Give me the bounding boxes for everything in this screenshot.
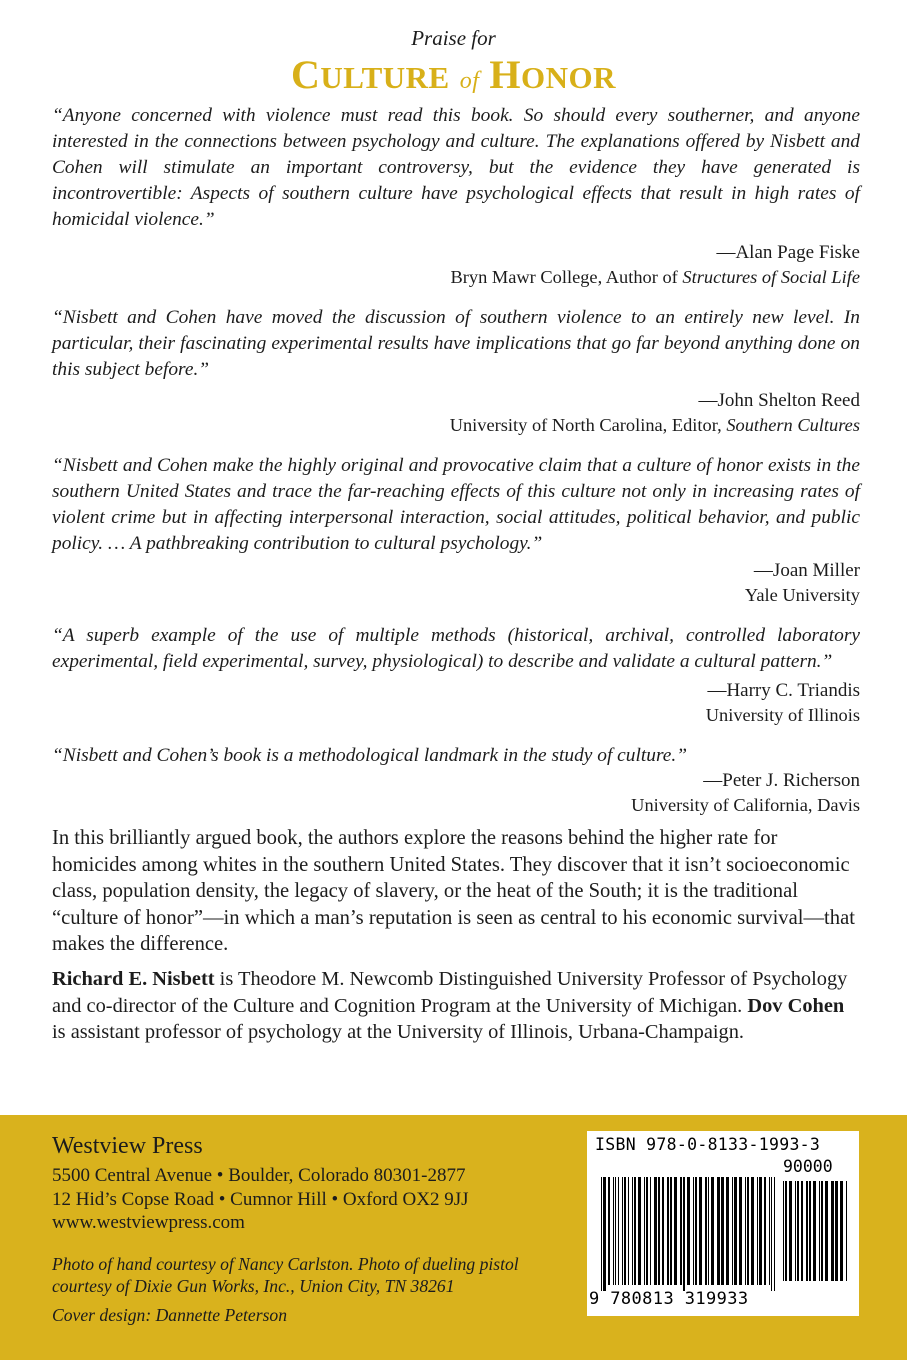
barcode: [587, 1131, 859, 1316]
reviewer-affiliation: [52, 703, 860, 727]
author-bios: [52, 966, 860, 1046]
barcode-bar: [699, 1177, 702, 1285]
title-c: C: [290, 52, 321, 97]
review: [52, 103, 860, 289]
barcode-bar: [769, 1177, 770, 1285]
barcode-bar: [771, 1177, 772, 1291]
publisher-website[interactable]: www.westviewpress.com: [52, 1212, 245, 1233]
author1-bio: is Theodore M. Newcomb Distinguished University Professor of Psychology and co-director of the Culture and Cognition Program at the University of Michigan.: [52, 968, 848, 1017]
barcode-bar: [801, 1181, 803, 1281]
barcode-bar: [840, 1181, 843, 1281]
affiliation-text: Yale University: [744, 585, 860, 605]
barcode-bar: [797, 1181, 799, 1281]
barcode-bar: [644, 1177, 645, 1285]
ean-digits: 9 780813 319933: [589, 1289, 749, 1309]
review: [52, 305, 860, 437]
barcode-bar: [683, 1177, 685, 1291]
barcode-bar: [628, 1177, 629, 1285]
author1-name: Richard E. Nisbett: [52, 968, 215, 990]
author2-bio: is assistant professor of psychology at the University of Illinois, Urbana-Champaign.: [52, 1021, 745, 1043]
reviewer-affiliation: [52, 265, 860, 289]
title-onor: ONOR: [521, 60, 617, 95]
barcode-bar: [739, 1177, 742, 1285]
barcode-bar: [809, 1181, 811, 1281]
barcode-bar: [831, 1181, 834, 1281]
barcode-bar: [667, 1177, 669, 1285]
barcode-bar: [757, 1177, 758, 1285]
ean-barcode-bars: [601, 1177, 777, 1291]
barcode-bar: [705, 1177, 707, 1285]
header: [0, 26, 907, 101]
reviews: [52, 103, 860, 833]
review-quote: “A superb example of the use of multiple methods (historical, archival, controlled laboratory experimental, field experimental, survey, physiological) to describe and validate a cultural pattern.”: [52, 625, 860, 672]
barcode-bar: [603, 1177, 606, 1291]
barcode-bar: [654, 1177, 657, 1285]
affiliation-title: Southern Cultures: [726, 415, 860, 435]
publisher-address-us: 5500 Central Avenue • Boulder, Colorado 80301-2877: [52, 1165, 466, 1186]
barcode-bar: [759, 1177, 762, 1285]
affiliation-text: University of North Carolina, Editor,: [449, 415, 727, 435]
author2-name: Dov Cohen: [747, 994, 845, 1017]
barcode-bar: [734, 1177, 737, 1285]
barcode-bar: [618, 1177, 619, 1285]
barcode-bar: [783, 1181, 784, 1281]
review-quote: “Nisbett and Cohen’s book is a methodological landmark in the study of culture.”: [52, 745, 688, 766]
barcode-bar: [632, 1177, 633, 1285]
review-quote: “Nisbett and Cohen have moved the discussion of southern violence to an entirely new level. In particular, their fascinating experimental results have implications that go far beyond anything done on this subject before.”: [52, 307, 860, 380]
barcode-bar: [674, 1177, 677, 1285]
barcode-bar: [795, 1181, 796, 1281]
barcode-bar: [764, 1177, 766, 1285]
reviewer-name: —Joan Miller: [753, 560, 860, 581]
barcode-bar: [785, 1181, 787, 1281]
barcode-bar: [726, 1177, 729, 1285]
reviewer-affiliation: [52, 793, 860, 817]
barcode-bar: [846, 1181, 847, 1281]
barcode-bar: [650, 1177, 651, 1285]
barcode-bar: [622, 1177, 623, 1285]
praise-for-label: Praise for: [411, 26, 496, 50]
reviewer-affiliation: [52, 583, 860, 607]
photo-credit-line1: Photo of hand courtesy of Nancy Carlston. Photo of dueling pistol: [52, 1254, 519, 1274]
barcode-bar: [813, 1181, 816, 1281]
book-title: [0, 52, 907, 101]
barcode-bar: [732, 1177, 733, 1285]
barcode-bar: [774, 1177, 775, 1291]
barcode-bar: [835, 1181, 838, 1281]
barcode-bar: [789, 1181, 792, 1281]
barcode-bar: [825, 1181, 828, 1281]
barcode-bar: [638, 1177, 641, 1285]
reviewer-name: —Harry C. Triandis: [707, 680, 860, 701]
book-description: In this brilliantly argued book, the authors explore the reasons behind the higher rate for homicides among whites in the southern United States. They discover that it isn’t socioeconomic class, population density, the legacy of slavery, or the heat of the South; it is the traditional “culture of honor”—in which a man’s reputation is seen as central to his economic survival—that makes the difference.: [52, 827, 855, 955]
title-of: of: [459, 68, 480, 94]
publisher-address-uk: 12 Hid’s Copse Road • Cumnor Hill • Oxford OX2 9JJ: [52, 1189, 469, 1210]
title-h: H: [489, 52, 522, 97]
barcode-bar: [601, 1177, 602, 1291]
barcode-bar: [821, 1181, 823, 1281]
affiliation-text: University of Illinois: [705, 705, 860, 725]
reviewer-name: —John Shelton Reed: [698, 390, 860, 411]
barcode-bar: [608, 1177, 610, 1285]
barcode-bar: [658, 1177, 660, 1285]
reviewer-name: —Peter J. Richerson: [703, 770, 860, 791]
barcode-bar: [747, 1177, 749, 1285]
affiliation-text: Bryn Mawr College, Author of: [450, 267, 683, 287]
barcode-bar: [721, 1177, 724, 1285]
barcode-bar: [646, 1177, 648, 1285]
reviewer-name: —Alan Page Fiske: [716, 242, 860, 263]
barcode-bar: [695, 1177, 697, 1285]
barcode-bar: [687, 1177, 690, 1285]
barcode-bar: [745, 1177, 746, 1285]
review: [52, 743, 860, 817]
review: [52, 453, 860, 607]
cover-design-credit: Cover design: Dannette Peterson: [52, 1305, 288, 1325]
barcode-bar: [751, 1177, 754, 1285]
barcode-bar: [670, 1177, 672, 1285]
barcode-bar: [613, 1177, 614, 1285]
price-code: 90000: [783, 1157, 833, 1176]
barcode-bar: [806, 1181, 808, 1281]
review-quote: “Anyone concerned with violence must read this book. So should every southerner, and anyone interested in the connections between psychology and culture. The explanations offered by Nisbett and Cohen will stimulate an important controversy, but the evidence they have generated is incontrovertible: Aspects of southern culture have psychological effects that result in high rates of homicidal violence.”: [52, 105, 860, 230]
review: [52, 623, 860, 727]
barcode-bar: [624, 1177, 626, 1285]
barcode-bar: [615, 1177, 616, 1285]
isbn-label: ISBN 978-0-8133-1993-3: [595, 1135, 821, 1154]
barcode-bar: [717, 1177, 720, 1285]
review-quote: “Nisbett and Cohen make the highly original and provocative claim that a culture of honor exists in the southern United States and trace the far-reaching effects of this culture not only in increasing rates of violent crime but in affecting interpersonal interaction, social attitudes, political behavior, and public policy. … A pathbreaking contribution to cultural psychology.”: [52, 455, 860, 554]
barcode-bar: [819, 1181, 820, 1281]
title-ulture: ULTURE: [320, 60, 450, 95]
barcode-bar: [711, 1177, 714, 1285]
addon-barcode-bars: [783, 1181, 849, 1281]
barcode-bar: [680, 1177, 682, 1285]
barcode-bar: [634, 1177, 636, 1285]
barcode-bar: [662, 1177, 664, 1285]
publisher-name: Westview Press: [52, 1133, 203, 1159]
photo-credit-line2: courtesy of Dixie Gun Works, Inc., Union City, TN 38261: [52, 1276, 455, 1296]
barcode-bar: [708, 1177, 709, 1285]
affiliation-title: Structures of Social Life: [682, 267, 860, 287]
affiliation-text: University of California, Davis: [631, 795, 860, 815]
reviewer-affiliation: [52, 413, 860, 437]
barcode-bar: [693, 1177, 694, 1285]
